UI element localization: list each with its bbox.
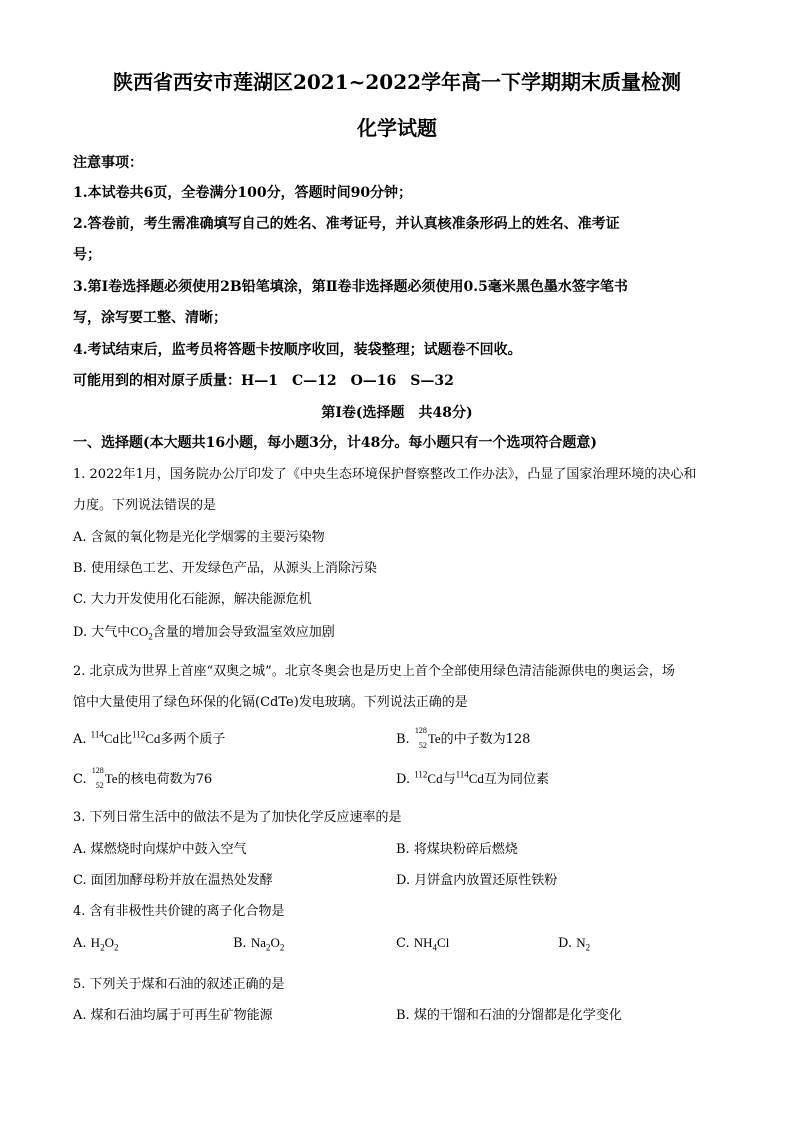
q5-option-a: A. 煤和石油均属于可再生矿物能源 — [73, 1008, 273, 1023]
q2-option-d — [396, 768, 549, 787]
q4-c-nh: NH — [413, 935, 433, 950]
section-instruction: 一、选择题(本大题共16小题，每小题3分，计48分。每小题只有一个选项符合题意) — [73, 435, 597, 451]
q5-stem: 5. 下列关于煤和石油的叙述正确的是 — [73, 977, 285, 992]
q4-c-label: C. — [396, 936, 410, 951]
q2-c-post: 的核电荷数为76 — [117, 772, 213, 787]
q2-c-label: C. — [73, 772, 87, 787]
q4-stem: 4. 含有非极性共价键的离子化合物是 — [73, 904, 285, 919]
q1-d-co: CO — [130, 624, 149, 639]
q2-a-element-2: Cd — [145, 731, 161, 746]
q3-option-b: B. 将煤块粉碎后燃烧 — [396, 842, 518, 857]
q2-c-mass: 128 — [91, 766, 104, 775]
q2-b-post: 的中子数为128 — [440, 732, 531, 747]
q4-a-h: H — [90, 935, 101, 950]
q2-a-label: A. — [73, 732, 87, 747]
q2-a-mass-1: 114 — [90, 729, 104, 740]
q4-b-sub-2: 2 — [279, 942, 285, 953]
notes-heading: 注意事项： — [73, 155, 143, 171]
q1-d-sub: 2 — [148, 631, 153, 642]
q2-option-c — [73, 766, 213, 790]
q2-d-element-2: Cd — [468, 771, 484, 786]
q1-option-c: C. 大力开发使用化石能源，解决能源危机 — [73, 592, 312, 607]
q2-d-post: 互为同位素 — [483, 772, 549, 787]
q4-d-n: N — [576, 935, 586, 950]
q2-a-mass-2: 112 — [132, 729, 146, 740]
q2-option-a — [73, 728, 225, 747]
q2-b-label: B. — [396, 732, 410, 747]
q4-b-na: Na — [250, 935, 266, 950]
q3-option-a: A. 煤燃烧时向煤炉中鼓入空气 — [73, 842, 247, 857]
q1-option-a: A. 含氮的氧化物是光化学烟雾的主要污染物 — [73, 530, 325, 545]
q2-c-isotope — [91, 766, 105, 790]
q2-b-atomic-number: 52 — [418, 741, 427, 750]
q2-d-mass-1: 112 — [414, 769, 428, 780]
q1-d-pre: D. 大气中 — [73, 625, 131, 640]
q2-stem-line-1: 2. 北京成为世界上首座“双奥之城”。北京冬奥会也是历史上首个全部使用绿色清洁能源供电的奥运会，场 — [73, 664, 675, 679]
q2-b-mass: 128 — [414, 726, 427, 735]
q2-b-isotope — [414, 726, 428, 750]
q1-stem-line-2: 力度。下列说法错误的是 — [73, 498, 217, 513]
section-title: 第Ⅰ卷(选择题 共48分) — [321, 405, 473, 421]
note-item-2-cont: 号； — [73, 247, 101, 263]
note-item-3-cont: 写，涂写要工整、清晰； — [73, 310, 227, 326]
q4-option-d — [558, 935, 590, 951]
note-item-1: 1.本试卷共6页，全卷满分100分，答题时间90分钟； — [73, 185, 413, 201]
q4-d-sub-1: 2 — [585, 942, 591, 953]
q2-d-mid: 与 — [442, 772, 456, 787]
q2-b-element: Te — [427, 731, 441, 746]
q4-d-label: D. — [558, 936, 573, 951]
q1-option-d — [73, 621, 335, 640]
q2-c-atomic-number: 52 — [95, 781, 104, 790]
q2-d-mass-2: 114 — [455, 769, 469, 780]
atomic-masses: 可能用到的相对原子质量：H—1 C—12 O—16 S—32 — [73, 373, 454, 389]
note-item-2: 2.答卷前，考生需准确填写自己的姓名、准考证号，并认真核准条形码上的姓名、准考证 — [73, 216, 620, 232]
q1-d-formula — [130, 624, 153, 642]
q2-d-label: D. — [396, 772, 411, 787]
q4-option-c — [396, 935, 449, 951]
exam-subtitle: 化学试题 — [357, 116, 437, 140]
q4-a-sub-1: 2 — [100, 942, 105, 953]
q5-option-b: B. 煤的干馏和石油的分馏都是化学变化 — [396, 1008, 622, 1023]
q2-a-post: 多两个质子 — [160, 732, 226, 747]
q4-b-sub-1: 2 — [266, 942, 271, 953]
q1-stem-line-1: 1. 2022年1月，国务院办公厅印发了《中央生态环境保护督察整改工作办法》，凸显了国家治理环境的决心和 — [73, 467, 697, 482]
q4-c-sub-1: 4 — [432, 942, 438, 953]
q3-option-d: D. 月饼盒内放置还原性铁粉 — [396, 873, 558, 888]
exam-title: 陕西省西安市莲湖区2021~2022学年高一下学期期末质量检测 — [112, 70, 682, 94]
note-item-3: 3.第Ⅰ卷选择题必须使用2B铅笔填涂，第Ⅱ卷非选择题必须使用0.5毫米黑色墨水签字笔书 — [73, 279, 628, 295]
note-item-4: 4.考试结束后，监考员将答题卡按顺序收回，装袋整理；试题卷不回收。 — [73, 342, 522, 358]
q2-stem-line-2: 馆中大量使用了绿色环保的化镉(CdTe)发电玻璃。下列说法正确的是 — [73, 695, 468, 710]
q2-option-b — [396, 726, 531, 750]
q2-a-mid: 比 — [119, 732, 133, 747]
q4-option-b — [233, 935, 284, 951]
q1-d-post: 含量的增加会导致温室效应加剧 — [152, 625, 335, 640]
q4-c-cl: Cl — [437, 935, 450, 950]
q2-a-element-1: Cd — [103, 731, 120, 746]
q4-a-label: A. — [73, 936, 87, 951]
q4-b-o: O — [270, 935, 280, 950]
q4-option-a — [73, 935, 118, 951]
q3-stem: 3. 下列日常生活中的做法不是为了加快化学反应速率的是 — [73, 810, 402, 825]
q4-b-label: B. — [233, 936, 247, 951]
q1-option-b: B. 使用绿色工艺、开发绿色产品，从源头上消除污染 — [73, 561, 377, 576]
q3-option-c: C. 面团加酵母粉并放在温热处发酵 — [73, 873, 273, 888]
q2-c-element: Te — [104, 771, 118, 786]
q4-a-o: O — [104, 935, 114, 950]
q2-d-element-1: Cd — [427, 771, 443, 786]
q4-a-sub-2: 2 — [113, 942, 119, 953]
